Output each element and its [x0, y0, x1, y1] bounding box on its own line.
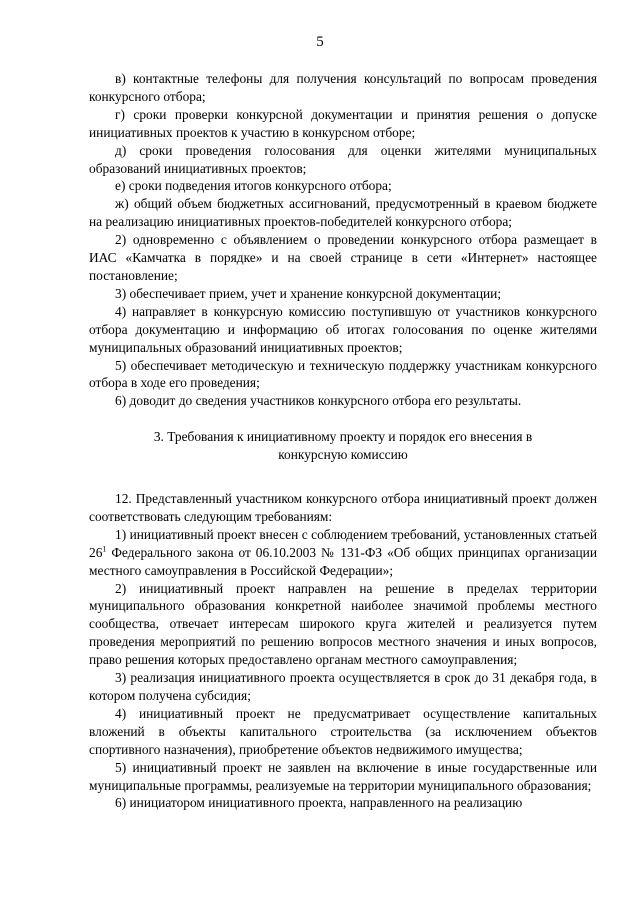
article-superscript: 1	[102, 544, 107, 554]
paragraph-req-4: 4) инициативный проект не предусматривает осуществление капитальных вложений в объекты капитального строительства (за исключением объектов спортивного назначения), приобретение объектов недвижимого имущества;	[89, 705, 597, 757]
paragraph-item-e: е) сроки подведения итогов конкурсного отбора;	[115, 178, 392, 194]
paragraph-item-6: 6) доводит до сведения участников конкурсного отбора его результаты.	[115, 393, 522, 409]
document-body	[89, 70, 597, 812]
paragraph-req-1-head: 1) инициативный проект внесен с соблюдением требований, установленных статьей 26	[89, 526, 597, 560]
paragraph-item-3: 3) обеспечивает прием, учет и хранение конкурсной документации;	[115, 285, 502, 301]
paragraph-req-5: 5) инициативный проект не заявлен на включение в иные государственные или муниципальные программы, реализуемые на территории муниципального образования;	[89, 759, 597, 793]
paragraph-item-zh: ж) общий объем бюджетных ассигнований, предусмотренный в краевом бюджете на реализацию инициативных проектов-победителей конкурсного отбора;	[89, 196, 597, 230]
paragraph-req-1	[89, 526, 597, 580]
paragraph-req-1-tail: Федерального закона от 06.10.2003 № 131-ФЗ «Об общих принципах организации местного самоуправления в Российской Федерации»;	[89, 544, 597, 578]
paragraph-item-5: 5) обеспечивает методическую и техническую поддержку участникам конкурсного отбора в ходе его проведения;	[89, 357, 597, 391]
section-heading: 3. Требования к инициативному проекту и порядок его внесения в конкурсную комиссию	[153, 429, 533, 463]
paragraph-item-g: г) сроки проверки конкурсной документации и принятия решения о допуске инициативных проектов к участию в конкурсном отборе;	[89, 106, 597, 140]
paragraph-req-2: 2) инициативный проект направлен на решение в пределах территории муниципального образования конкретной наиболее значимой проблемы местного сообщества, отвечает интересам широкого круга жителей и реализуется путем проведения мероприятий по решению вопросов местного значения и иных вопросов, право решения которых предоставлено органам местного самоуправления;	[89, 580, 597, 668]
paragraph-item-d: д) сроки проведения голосования для оценки жителями муниципальных образований инициативных проектов;	[89, 142, 597, 176]
paragraph-req-6: 6) инициатором инициативного проекта, направленного на реализацию	[115, 795, 523, 811]
paragraph-item-2: 2) одновременно с объявлением о проведении конкурсного отбора размещает в ИАС «Камчатка в порядке» и на своей странице в сети «Интернет» настоящее постановление;	[89, 232, 597, 283]
page-number: 5	[316, 34, 324, 50]
paragraph-12: 12. Представленный участником конкурсного отбора инициативный проект должен соответствовать следующим требованиям:	[89, 491, 597, 524]
paragraph-item-v: в) контактные телефоны для получения консультаций по вопросам проведения конкурсного отбора;	[89, 71, 597, 104]
paragraph-item-4: 4) направляет в конкурсную комиссию поступившую от участников конкурсного отбора документацию и информацию об итогах голосования по оценке жителями муниципальных образований инициативных проектов;	[89, 303, 597, 355]
paragraph-req-3: 3) реализация инициативного проекта осуществляется в срок до 31 декабря года, в котором получена субсидия;	[89, 670, 597, 703]
